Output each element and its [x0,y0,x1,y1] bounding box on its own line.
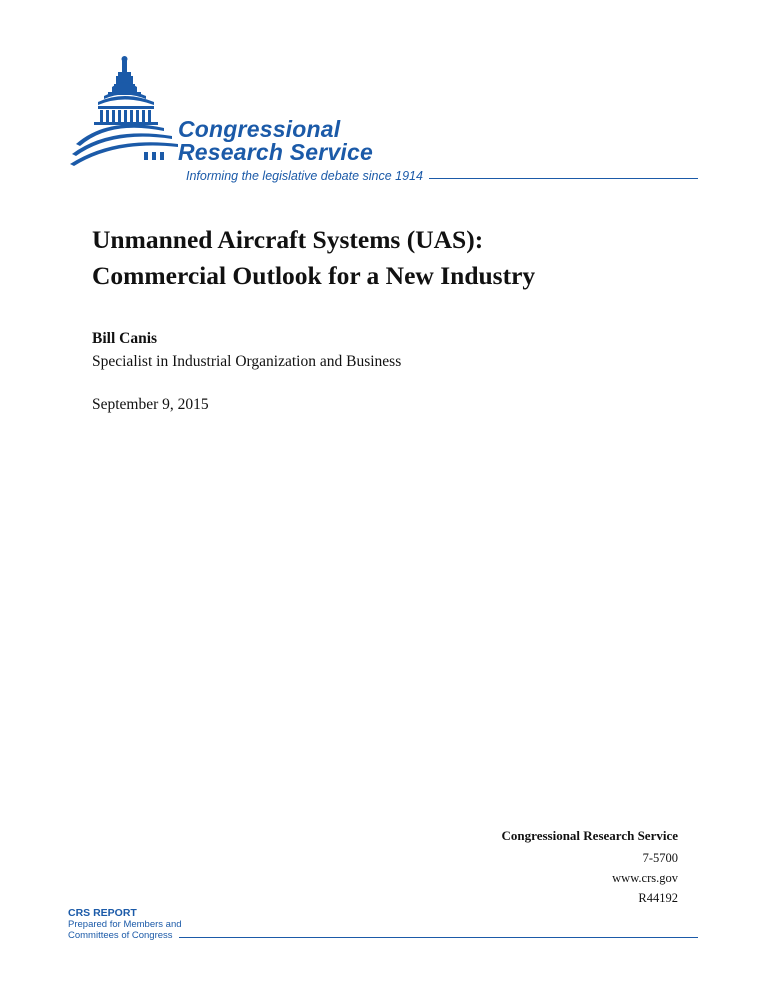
meta-organization: Congressional Research Service [501,828,678,843]
author-name: Bill Canis [92,330,158,347]
author-role: Specialist in Industrial Organization and Business [92,353,402,370]
report-title-line-2: Commercial Outlook for a New Industry [92,261,536,290]
footer-row [68,930,698,941]
report-meta [502,826,678,908]
meta-code: 7-5700 [642,851,678,865]
tagline-row [186,168,698,184]
report-title-line-1: Unmanned Aircraft Systems (UAS): [92,225,484,254]
footer-line-2: Committees of Congress [68,930,173,941]
logo-wordmark [178,118,373,164]
meta-report-number: R44192 [638,891,678,905]
meta-website: www.crs.gov [612,871,678,885]
capitol-dome-icon [68,56,180,184]
report-title [92,222,535,294]
footer [68,908,698,948]
logo-line-2: Research Service [178,139,374,165]
logo-line-1: Congressional [178,116,341,142]
footer-line-1: Prepared for Members and [68,919,182,930]
tagline-divider [429,178,698,179]
report-date: September 9, 2015 [92,396,209,413]
footer-divider [179,937,698,938]
crs-logo [60,52,700,184]
tagline: Informing the legislative debate since 1914 [186,169,423,183]
footer-label: CRS REPORT [68,907,137,919]
